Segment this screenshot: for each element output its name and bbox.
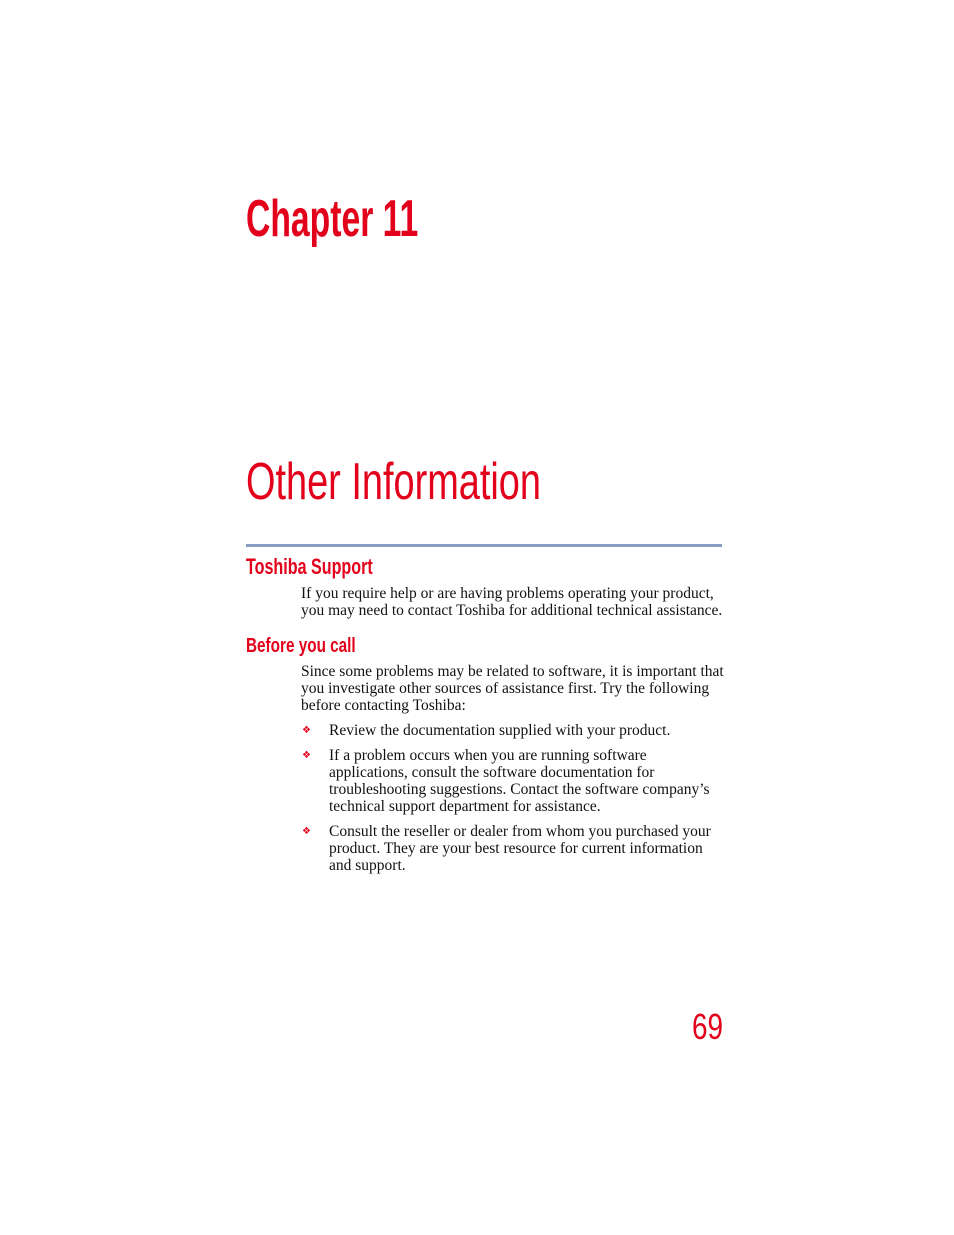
chapter-title: Other Information (246, 453, 541, 511)
bullet-item (301, 747, 731, 815)
bullet-diamond-icon: ❖ (302, 725, 311, 736)
paragraph-line: before contacting Toshiba: (301, 697, 466, 714)
bullet-line: troubleshooting suggestions. Contact the software company’s (329, 781, 710, 798)
bullet-line: technical support department for assistance. (329, 798, 601, 815)
bullet-list (301, 722, 731, 882)
bullet-diamond-icon: ❖ (302, 826, 311, 837)
paragraph-line: If you require help or are having problems operating your product, (301, 585, 714, 602)
bullet-line: Consult the reseller or dealer from whom you purchased your (329, 823, 711, 840)
paragraph-line: you may need to contact Toshiba for additional technical assistance. (301, 602, 723, 619)
section-heading: Toshiba Support (246, 554, 373, 579)
section-divider (246, 544, 722, 547)
bullet-line: If a problem occurs when you are running software (329, 747, 647, 764)
bullet-line: and support. (329, 857, 406, 874)
page-number: 69 (691, 1006, 723, 1047)
bullet-diamond-icon: ❖ (302, 750, 311, 761)
subsection-heading: Before you call (246, 635, 356, 657)
section-intro-paragraph (301, 585, 722, 619)
paragraph-line: you investigate other sources of assistance first. Try the following (301, 680, 710, 697)
bullet-line: Review the documentation supplied with your product. (329, 722, 671, 739)
bullet-item (301, 722, 731, 739)
bullet-item (301, 823, 731, 874)
bullet-line: product. They are your best resource for current information (329, 840, 703, 857)
bullet-line: applications, consult the software documentation for (329, 764, 655, 781)
subsection-intro-paragraph (301, 663, 724, 714)
paragraph-line: Since some problems may be related to software, it is important that (301, 663, 724, 680)
chapter-label: Chapter 11 (246, 190, 419, 248)
